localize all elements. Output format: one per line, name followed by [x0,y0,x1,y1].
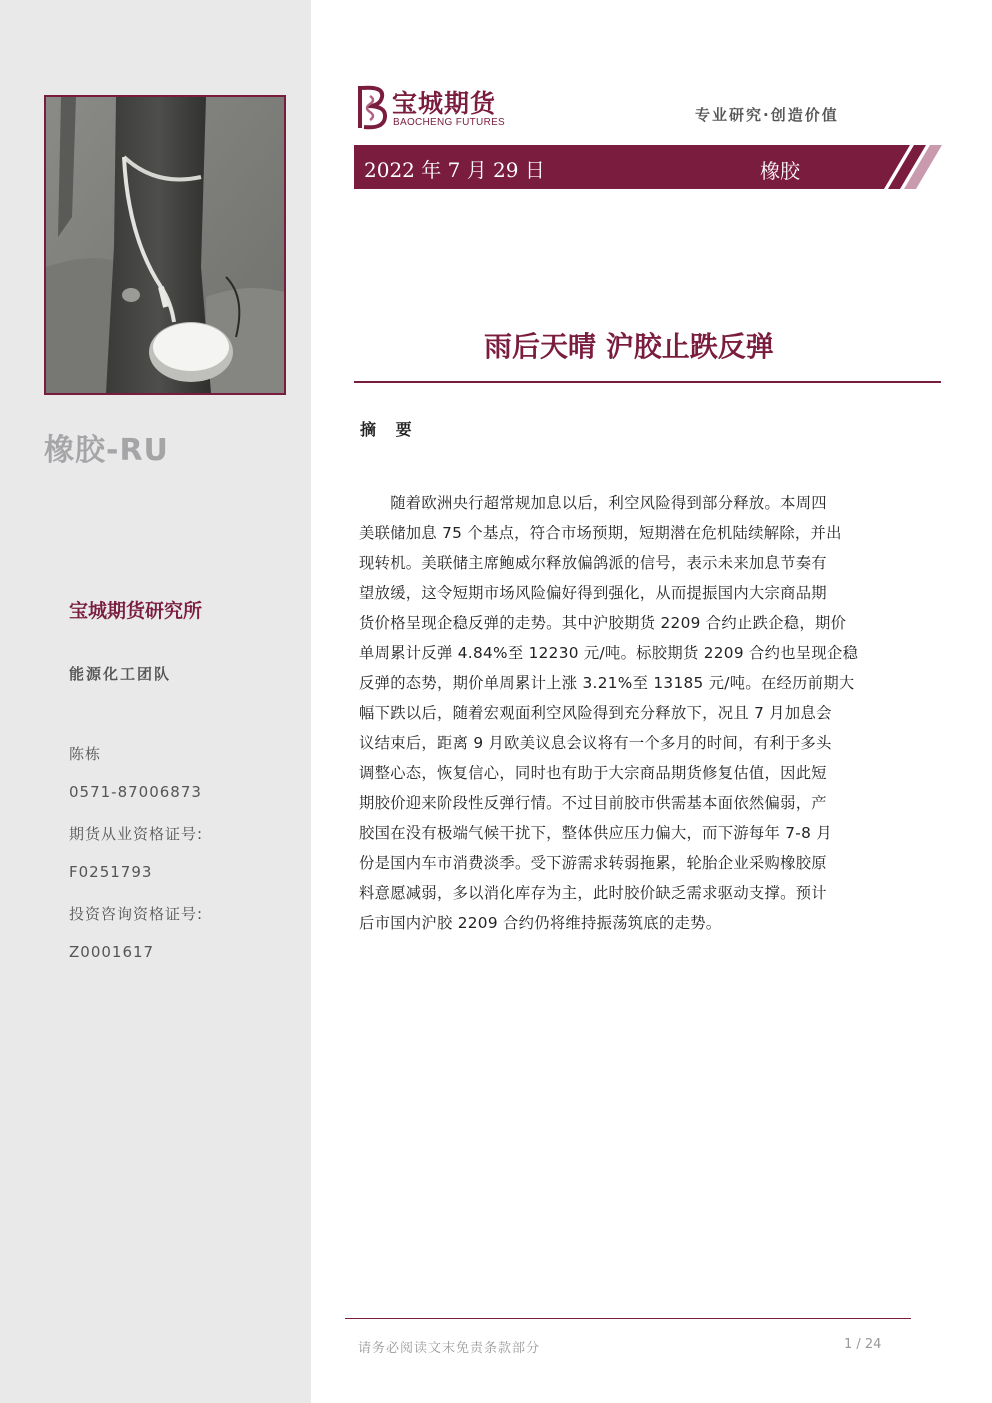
futures-cert-label: 期货从业资格证号: [69,825,204,843]
rubber-tapping-image [46,97,284,393]
abstract-line: 单周累计反弹 4.84%至 12230 元/吨。标胶期货 2209 合约也呈现企稳 [359,644,859,662]
abstract-line: 反弹的态势，期价单周累计上涨 3.21%至 13185 元/吨。在经历前期大 [359,674,855,692]
company-logo [356,84,526,132]
abstract-body [359,488,915,938]
footer-divider [345,1318,911,1319]
baocheng-logo-icon [356,84,390,130]
page-number: 1 / 24 [844,1337,882,1352]
team-name: 能源化工团队 [69,665,172,683]
analyst-name: 陈栋 [69,745,102,763]
report-category: 橡胶 [760,159,800,183]
abstract-line: 期胶价迎来阶段性反弹行情。不过目前胶市供需基本面依然偏弱，产 [359,794,827,812]
report-title: 雨后天晴 沪胶止跌反弹 [484,330,774,363]
abstract-line: 随着欧洲央行超常规加息以后，利空风险得到部分释放。本周四 [359,494,827,512]
sidebar [0,0,311,1403]
date-banner [354,145,942,189]
rubber-tree-photo [44,95,286,395]
abstract-line: 料意愿减弱，多以消化库存为主，此时胶价缺乏需求驱动支撑。预计 [359,884,827,902]
slogan: 专业研究·创造价值 [695,106,839,124]
abstract-line: 议结束后，距离 9 月欧美议息会议将有一个多月的时间，有利于多头 [359,734,832,752]
disclaimer-note: 请务必阅读文末免责条款部分 [358,1341,541,1356]
advisory-cert-label: 投资咨询资格证号: [69,905,204,923]
title-divider [354,381,941,383]
institute-name: 宝城期货研究所 [69,600,203,622]
abstract-line: 后市国内沪胶 2209 合约仍将维持振荡筑底的走势。 [359,914,722,932]
abstract-line: 望放缓，这令短期市场风险偏好得到强化，从而提振国内大宗商品期 [359,584,827,602]
product-label: 橡胶-RU [44,433,169,468]
futures-cert-number: F0251793 [69,863,153,881]
logo-chinese-name: 宝城期货 [392,89,497,118]
abstract-line: 货价格呈现企稳反弹的走势。其中沪胶期货 2209 合约止跌企稳，期价 [359,614,847,632]
advisory-cert-number: Z0001617 [69,943,155,961]
report-date: 2022 年 7 月 29 日 [364,158,545,182]
abstract-line: 调整心态，恢复信心，同时也有助于大宗商品期货修复估值，因此短 [359,764,827,782]
logo-english-name: BAOCHENG FUTURES [393,117,506,128]
abstract-line: 幅下跌以后，随着宏观面利空风险得到充分释放下，况且 7 月加息会 [359,704,832,722]
abstract-line: 美联储加息 75 个基点，符合市场预期，短期潜在危机陆续解除，并出 [359,524,842,542]
abstract-heading: 摘 要 [360,420,419,439]
abstract-line: 胶国在没有极端气候干扰下，整体供应压力偏大，而下游每年 7-8 月 [359,824,832,842]
analyst-phone: 0571-87006873 [69,783,202,801]
abstract-line: 现转机。美联储主席鲍威尔释放偏鸽派的信号，表示未来加息节奏有 [359,554,827,572]
abstract-line: 份是国内车市消费淡季。受下游需求转弱拖累，轮胎企业采购橡胶原 [359,854,827,872]
